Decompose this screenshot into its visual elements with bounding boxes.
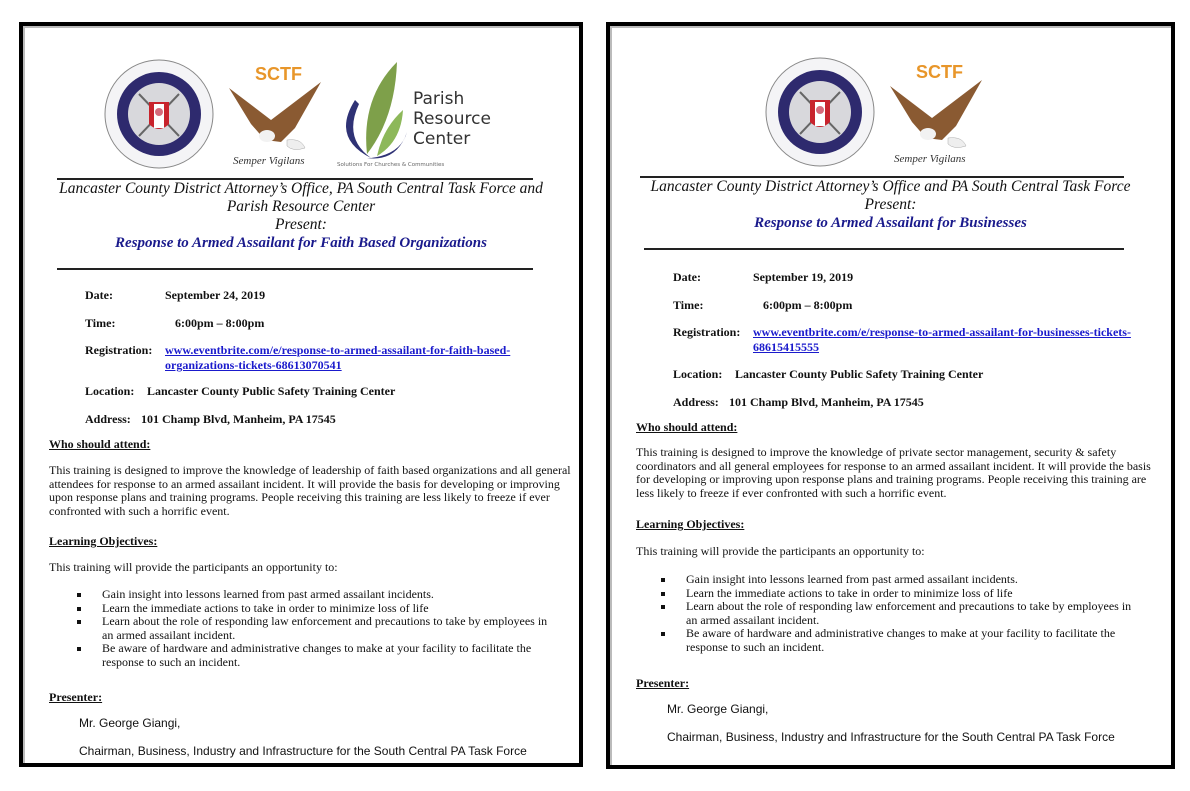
- presenter-heading: Presenter:: [49, 690, 103, 704]
- who-line: attendees for response to an armed assailant incident. It will provide the basis for developing or improving: [49, 476, 560, 491]
- learning-objectives-heading: Learning Objectives:: [636, 517, 745, 531]
- date-label: Date:: [85, 288, 113, 302]
- district-attorney-seal-logo: [764, 56, 876, 168]
- who-line: for developing or improving upon response plans and training programs. People receiving this training are: [636, 472, 1147, 486]
- location-label: Location:: [85, 384, 135, 398]
- time-label: Time:: [673, 298, 704, 312]
- bullet-icon: [661, 605, 665, 609]
- presenter-name: Mr. George Giangi,: [79, 716, 181, 730]
- objective-item: Learn the immediate actions to take in order to minimize loss of life: [75, 602, 575, 616]
- objectives-intro: This training will provide the participants an opportunity to:: [49, 560, 338, 574]
- sctf-name: SCTF: [916, 62, 963, 82]
- prc-tagline: Solutions For Churches & Communities: [337, 162, 445, 168]
- who-should-attend-text: [636, 446, 1171, 500]
- objective-item: Learn about the role of responding law enforcement and precautions to take by employees in an armed assailant incident.: [75, 615, 575, 642]
- objective-item: Gain insight into lessons learned from past armed assailant incidents.: [75, 588, 575, 602]
- presenter-heading: Presenter:: [636, 676, 690, 690]
- time-row: [673, 298, 852, 313]
- bullet-icon: [77, 607, 81, 611]
- who-line: This training is designed to improve the knowledge of leadership of faith based organizations and all general: [49, 463, 571, 477]
- time-row: [85, 316, 264, 331]
- sctf-name: SCTF: [255, 64, 302, 84]
- location-value: Lancaster County Public Safety Training Center: [147, 384, 396, 398]
- sctf-eagle-logo: [882, 56, 992, 168]
- registration-link[interactable]: www.eventbrite.com/e/response-to-armed-assailant-for-faith-based- organizations-tickets-68613070541: [165, 343, 511, 372]
- time-label: Time:: [85, 316, 116, 330]
- bullet-icon: [77, 620, 81, 624]
- bullet-icon: [77, 647, 81, 651]
- who-line: This training is designed to improve the knowledge of private sector management, security & safety: [636, 445, 1117, 459]
- who-line: less likely to freeze if ever confronted with such a horrific event.: [636, 485, 947, 500]
- who-line: coordinators and all general employees for response to an armed assailant incident. It will provide the basis: [636, 458, 1151, 473]
- date-value: September 19, 2019: [753, 270, 854, 284]
- event-title: Response to Armed Assailant for Businesses: [754, 215, 1027, 231]
- presenters-header: [610, 178, 1171, 232]
- flyer-businesses: [606, 22, 1175, 769]
- address-label: Address:: [673, 395, 719, 409]
- address-value: 101 Champ Blvd, Manheim, PA 17545: [729, 395, 924, 409]
- present-label: Present:: [864, 196, 917, 213]
- prc-line3: Center: [413, 129, 471, 149]
- registration-link[interactable]: www.eventbrite.com/e/response-to-armed-assailant-for-businesses-tickets- 68615415555: [753, 325, 1131, 354]
- bullet-icon: [77, 593, 81, 597]
- address-row: [85, 412, 336, 427]
- logo-row: [764, 56, 992, 168]
- prc-line1: Parish: [413, 89, 465, 109]
- bullet-icon: [661, 632, 665, 636]
- district-attorney-seal-logo: [103, 58, 215, 170]
- location-value: Lancaster County Public Safety Training Center: [735, 367, 984, 381]
- who-should-attend-heading: Who should attend:: [49, 437, 151, 451]
- who-line: upon response plans and training programs. People receiving this training are less likely to freeze if ever: [49, 490, 550, 504]
- date-value: September 24, 2019: [165, 288, 266, 302]
- location-row: [673, 367, 983, 382]
- present-label: Present:: [275, 216, 327, 233]
- objective-item: Learn about the role of responding law enforcement and precautions to take by employees in an armed assailant incident.: [659, 600, 1164, 627]
- parish-resource-center-logo: [337, 58, 497, 170]
- date-row: [673, 270, 853, 285]
- presenter-title: Chairman, Business, Industry and Infrastructure for the South Central PA Task Force: [667, 730, 1115, 744]
- registration-label: Registration:: [673, 325, 741, 339]
- address-row: [673, 395, 924, 410]
- objectives-list: [75, 588, 575, 669]
- prc-line2: Resource: [413, 109, 491, 129]
- bullet-icon: [661, 578, 665, 582]
- header-rule-bottom: [57, 268, 533, 270]
- objective-item: Be aware of hardware and administrative changes to make at your facility to facilitate the response to such an incident.: [75, 642, 575, 669]
- objective-item: Be aware of hardware and administrative changes to make at your facility to facilitate the response to such an incident.: [659, 627, 1164, 654]
- presenters-line-1: Lancaster County District Attorney’s Office, PA South Central Task Force and: [59, 180, 543, 197]
- objective-item: Gain insight into lessons learned from past armed assailant incidents.: [659, 573, 1164, 587]
- registration-row: [85, 343, 510, 373]
- date-row: [85, 288, 265, 303]
- location-label: Location:: [673, 367, 723, 381]
- presenters-line-2: Parish Resource Center: [226, 198, 376, 215]
- objective-item: Learn the immediate actions to take in order to minimize loss of life: [659, 587, 1164, 601]
- who-should-attend-heading: Who should attend:: [636, 420, 738, 434]
- flyer-faith-based: [19, 22, 583, 767]
- event-title: Response to Armed Assailant for Faith Based Organizations: [115, 235, 487, 251]
- bullet-icon: [661, 592, 665, 596]
- address-value: 101 Champ Blvd, Manheim, PA 17545: [141, 412, 336, 426]
- sctf-motto: Semper Vigilans: [894, 153, 966, 165]
- registration-label: Registration:: [85, 343, 153, 357]
- learning-objectives-heading: Learning Objectives:: [49, 534, 158, 548]
- date-label: Date:: [673, 270, 701, 284]
- objectives-list: [659, 573, 1164, 654]
- address-label: Address:: [85, 412, 131, 426]
- sctf-motto: Semper Vigilans: [233, 155, 305, 167]
- logo-row: [103, 58, 497, 170]
- presenters-line-1: Lancaster County District Attorney’s Office and PA South Central Task Force: [650, 178, 1131, 195]
- objectives-intro: This training will provide the participants an opportunity to:: [636, 544, 925, 558]
- header-rule-bottom: [644, 248, 1124, 250]
- presenters-header: [23, 180, 579, 252]
- time-value: 6:00pm – 8:00pm: [175, 316, 265, 330]
- who-line: confronted with such a horrific event.: [49, 503, 230, 518]
- time-value: 6:00pm – 8:00pm: [763, 298, 853, 312]
- sctf-eagle-logo: [221, 58, 331, 170]
- presenter-title: Chairman, Business, Industry and Infrastructure for the South Central PA Task Force: [79, 744, 527, 758]
- location-row: [85, 384, 395, 399]
- registration-row: [673, 325, 1131, 355]
- presenter-name: Mr. George Giangi,: [667, 702, 769, 716]
- who-should-attend-text: [49, 464, 579, 518]
